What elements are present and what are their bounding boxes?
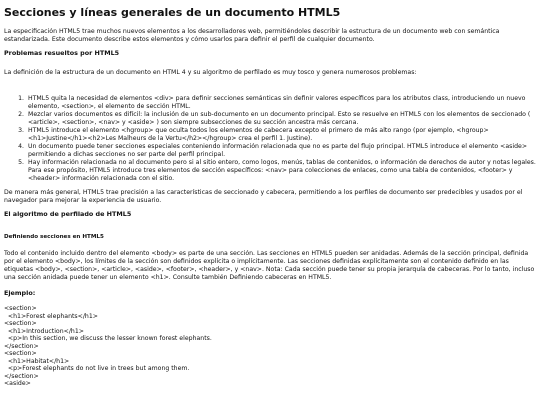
- algorithm-heading: El algoritmo de perfilado de HTML5: [4, 210, 132, 218]
- summary-paragraph: De manera más general, HTML5 trae precisión a las características de seccionado y cabecera, permitiendo a los perfiles de documento ser predecibles y usados por el navegador para mejorar la experiencia de usuario.: [4, 189, 523, 204]
- problems-intro: La definición de la estructura de un documento en HTML 4 y su algoritmo de perfilado es muy tosco y genera numerosos problemas:: [4, 69, 417, 76]
- code-example: <section> <h1>Forest elephants</h1> <section> <h1>Introduction</h1> <p>In this section, we discuss the lesser known forest elephants. </section> <section> <h1>Habitat</h1> <p>Forest elephants do not live in trees but among them. </section> <aside>: [4, 305, 212, 387]
- defining-heading: Definiendo secciones en HTML5: [4, 234, 104, 240]
- list-item: 4. Un documento puede tener secciones especiales conteniendo información relacionada que no es parte del flujo principal. HTML5 introduce el elemento <aside> permitiendo a dichas secciones no ser parte del perfil principal.: [26, 143, 536, 159]
- list-item: 1. HTML5 quita la necesidad de elementos <div> para definir secciones semánticas sin definir valores específicos para los atributos class, introduciendo un nuevo elemento, <section>, el elemento de sección HTML.: [26, 95, 536, 111]
- intro-paragraph: La especificación HTML5 trae muchos nuevos elementos a los desarrolladores web, permitiéndoles describir la estructura de un documento web con semántica estandarizada. Este documento describe estos elementos y cómo usarlos para definir el perfil de cualquier documento.: [4, 28, 500, 43]
- list-item: 5. Hay información relacionada no al documento pero si al sitio entero, como logos, menús, tablas de contenidos, o información de derechos de autor y notas legales. Para ese propósito, HTML5 introduce tres elementos de sección específicos: <nav> para colecciones de enlaces, como una tabla de contenidos, <footer> y <header> información relacionada con el sitio.: [26, 159, 536, 183]
- problems-list: [4, 95, 536, 183]
- page-title: Secciones y líneas generales de un documento HTML5: [4, 6, 341, 19]
- example-heading: Ejemplo:: [4, 289, 36, 297]
- defining-paragraph: Todo el contenido incluido dentro del elemento <body> es parte de una sección. Las secciones en HTML5 pueden ser anidadas. Además de la sección principal, definida por el elemento <body>, los límites de la sección son definidos explícita o implícitamente. Las secciones definidas explícitamente son el contenido definido en las etiquetas <body>, <section>, <article>, <aside>, <footer>, <header>, y <nav>. Nota: Cada sección puede tener su propia jerarquía de cabeceras. Por lo tanto, incluso una sección anidada puede tener un elemento <h1>. Consulte también Definiendo cabeceras en HTML5.: [4, 250, 535, 281]
- list-item: 2. Mezclar varios documentos es difícil: la inclusión de un sub-documento en un documento principal. Esto se resuelve en HTML5 con los elementos de seccionado ( <article>, <section>, <nav> y <aside> ) son siempre subsecciones de su sección ancestra más cercana.: [26, 111, 536, 127]
- list-item: 3. HTML5 introduce el elemento <hgroup> que oculta todos los elementos de cabecera excepto el primero de más alto rango (por ejemplo, <hgroup><h1>Justine</h1><h2>Les Malheurs de la Vertu</h2></hgroup> crea el perfil 1. Justine).: [26, 127, 536, 143]
- problems-heading: Problemas resueltos por HTML5: [4, 49, 120, 57]
